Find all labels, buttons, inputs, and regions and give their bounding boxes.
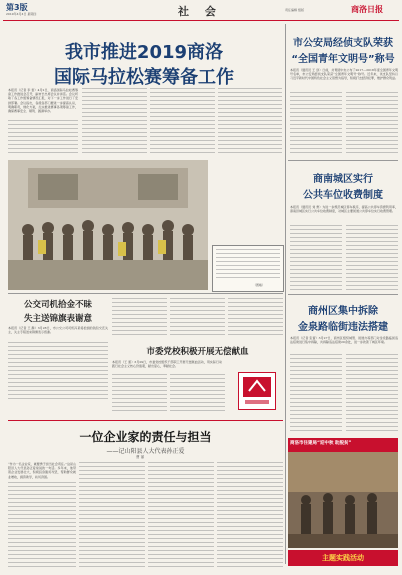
middle-text-b (170, 298, 225, 338)
feature-text-col-2 (79, 462, 145, 567)
main-text-col-2 (82, 88, 147, 155)
feature-text-col-3 (148, 462, 214, 567)
column-divider (285, 24, 286, 564)
taxi-article-body: 本报讯（记者 王 静）3月28日，市公交公司司机冯某将拾到的钱包交还失主，失主专程送来锦旗表示感谢。 (8, 326, 108, 335)
main-article-body: 本报讯（记者 李 雷）4月2日，商洛国际马拉松赛筹备工作推进会召开，副市长出席会议并讲话。会议听取了各工作组筹备情况汇报，对下一步工作进行了安排部署。会议指出，各级各部门要进一步提高认识，明确职责，细化方案，扎实推进赛事各项筹备工作，确保赛事安全、顺利、圆满举办。 (8, 88, 78, 114)
main-text-col-4 (218, 88, 282, 155)
demolish-text-b (346, 354, 398, 434)
demolish-text-a (290, 354, 342, 434)
activity-photo (288, 438, 398, 548)
feature-article-body: “作为一名企业家，就要勇于担当社会责任。”这是山阳县人大代表孙正爱常说的一句话。多年来，他带领企业发展壮大，积极投身脱贫攻坚，帮助群众就业增收，捐资助学，扶贫济困。 (8, 462, 76, 479)
page-number: 第3版 (6, 3, 28, 12)
police-article-body: 本报讯（通讯员 王 剑）日前，共青团中央公布了2017—2018年度全国青年文明号名单，市公安局经侦支队荣获“全国青年文明号”称号。近年来，该支队坚持以习近平新时代中国特色社会主义思想为指导，积极打击经济犯罪，维护群众利益。 (290, 68, 398, 81)
photo-caption-lines (216, 249, 280, 281)
feature-text-col-1 (8, 482, 76, 567)
police-text-a (290, 92, 342, 154)
activity-photo-image (288, 438, 398, 548)
activity-banner-text: 商洛市住建局“迎中秋 助脱贫” (290, 441, 352, 446)
toll-article-body: 本报讯（通讯员 刘 勇）为进一步规范城区停车秩序，提高公共停车资源利用率，商南县城区实行公共车位收费制度，对城区主要街道公共停车位实行收费管理。 (290, 205, 398, 214)
feature-subtitle: ——记山阳县人大代表孙正爱 (106, 448, 185, 455)
demolish-headline-1: 商州区集中拆除 (308, 306, 378, 317)
photo-credit: （图略） (253, 283, 266, 287)
school-headline: 市委党校积极开展无偿献血 (146, 347, 249, 357)
taxi-headline-2: 失主送锦旗表谢意 (23, 314, 92, 324)
main-headline-2: 国际马拉松赛筹备工作 (54, 67, 234, 88)
feature-rule (8, 420, 283, 421)
main-headline-1: 我市推进2019商洛 (64, 42, 224, 63)
photo-caption-box (212, 245, 284, 292)
police-text-b (346, 92, 398, 154)
brand-logo: 商洛日报 (351, 5, 383, 14)
right-rule-1 (288, 160, 398, 161)
police-headline-1: 市公安局经侦支队荣获 (293, 38, 393, 49)
header-editor: 责任编辑 组版 (285, 8, 304, 12)
main-text-col-1 (8, 120, 78, 155)
toll-headline-1: 商南城区实行 (313, 174, 373, 185)
right-rule-2 (288, 294, 398, 295)
section-label: 社 会 (178, 5, 222, 18)
main-text-col-3 (150, 88, 215, 155)
feature-headline: 一位企业家的责任与担当 (79, 430, 212, 444)
page-header (3, 2, 399, 20)
group-photo (8, 160, 208, 290)
taxi-text (8, 342, 108, 402)
toll-text-a (290, 225, 342, 290)
bottom-banner (288, 550, 398, 566)
school-text-a (112, 374, 167, 414)
bottom-banner-label: 主题实践活动 (322, 554, 364, 562)
toll-text-b (346, 225, 398, 290)
school-emblem (238, 372, 276, 410)
red-stamp-icon (239, 373, 275, 409)
school-article-body: 本报讯（王 蕾）3月29日，市委党校组织干部职工开展无偿献血活动，用实际行动践行社会主义核心价值观，献出爱心，奉献社会。 (112, 360, 222, 369)
middle-text-a (112, 298, 167, 338)
feature-byline: 曹 丽 (136, 455, 145, 459)
school-text-b (170, 374, 225, 414)
taxi-headline-1: 公交司机拾金不昧 (23, 300, 92, 310)
header-date: 2019年4月4日 星期四 (6, 12, 37, 16)
toll-headline-2: 公共车位收费制度 (303, 190, 383, 201)
police-headline-2: “全国青年文明号”称号 (291, 54, 395, 65)
header-rule (3, 20, 399, 21)
demolish-headline-2: 金泉路临街违法搭建 (298, 322, 388, 333)
feature-text-col-4 (217, 462, 283, 567)
left-rule-1 (8, 293, 283, 294)
group-photo-image (8, 160, 208, 290)
middle-text-c (228, 298, 283, 338)
demolish-article-body: 本报讯（记者 张蕾）3月27日，商州区组织城管、街道办等部门对金泉路临街违法搭建进行集中拆除，共拆除违法搭建20余处，进一步改善了城区环境。 (290, 336, 398, 345)
